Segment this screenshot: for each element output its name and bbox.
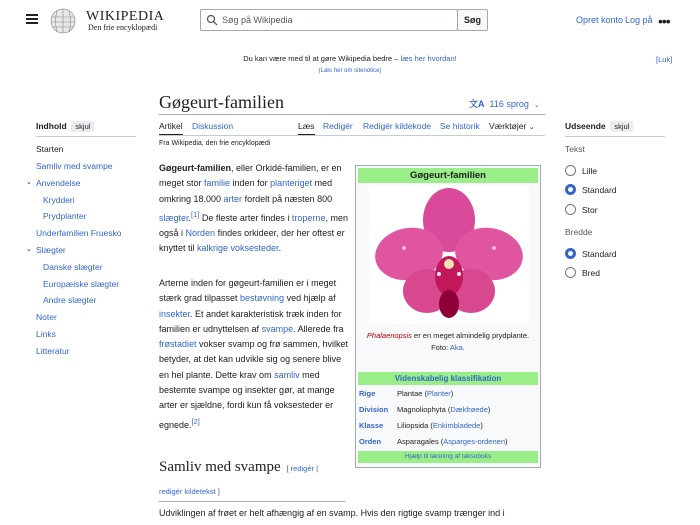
orchid-image[interactable] xyxy=(369,186,529,324)
login-link[interactable]: Log på xyxy=(625,15,653,25)
toc-item-anvendelse[interactable]: Anvendelse xyxy=(36,178,81,188)
tabs-divider xyxy=(159,135,545,136)
appearance-heading: Udseende skjul xyxy=(565,121,633,131)
section-heading: Samliv med svampe [ redigér | xyxy=(159,459,319,475)
tools-menu[interactable]: Værktøjer ⌄ xyxy=(489,121,535,131)
edit-section-link[interactable]: redigér xyxy=(290,464,315,473)
appearance-hide-button[interactable]: skjul xyxy=(610,121,633,132)
chevron-down-icon: ⌄ xyxy=(533,102,540,109)
tab-rediger[interactable]: Redigér xyxy=(323,121,353,131)
taxobox-help[interactable]: Hjælp til læsning af taksoboks xyxy=(358,451,538,463)
toc-item-slaegter[interactable]: Slægter xyxy=(36,245,66,255)
tab-artikel[interactable]: Artikel xyxy=(159,121,183,131)
taxobox-caption: Phalaenopsis er en meget almindelig prydplante. Foto: Aka. xyxy=(366,331,530,352)
toc-item-prydplanter[interactable]: Prydplanter xyxy=(43,211,87,221)
width-standard-label: Standard xyxy=(582,249,617,259)
title-divider xyxy=(159,114,545,115)
tab-laes[interactable]: Læs xyxy=(298,121,315,131)
taxo-row-division: Division Magnoliophyta (Dækfrøede) xyxy=(359,405,491,414)
taxo-row-rige: Rige Plantae (Planter) xyxy=(359,389,454,398)
create-account-link[interactable]: Opret konto xyxy=(576,15,624,25)
width-label: Bredde xyxy=(565,227,593,237)
appearance-divider xyxy=(565,136,665,137)
notice-sub-link[interactable]: (Læs her om sitenotice) xyxy=(318,68,382,74)
text-size-small-radio[interactable] xyxy=(565,165,576,176)
logo-wordmark[interactable]: WIKIPEDIA xyxy=(86,9,165,24)
width-standard-radio[interactable] xyxy=(565,248,576,259)
taxobox-title: Gøgeurt-familien xyxy=(358,168,538,183)
search-icon xyxy=(206,14,218,26)
toc-item-starten[interactable]: Starten xyxy=(36,144,64,154)
section-first-line: Udviklingen af frøet er helt afhængig af en svamp. Hvis den rigtige svamp trænger ind i xyxy=(159,508,505,518)
language-count: 116 sprog xyxy=(489,99,529,109)
notice-text: Du kan være med til at gøre Wikipedia bedre – xyxy=(243,54,399,63)
second-paragraph: Arterne inden for gøgeurt-familien er i meget stærk grad tilpasset bestøvning ved hjælp af insekter. Et andet karakteristisk træk inden for familien er udnyttelsen af svampe. Allerede fra frøstadiet vokser svamp og frø sammen, hvilket betyder, at det kan udvikle sig og senere blive en hel plante. Dette krav om samliv med bestemte svampe og insekter gør, at mange arter er sjældne, fordi kun få voksesteder er egnede.[2] xyxy=(159,278,349,430)
toc-divider xyxy=(36,136,136,137)
text-size-standard-radio[interactable] xyxy=(565,184,576,195)
width-wide-radio[interactable] xyxy=(565,267,576,278)
toc-item-links[interactable]: Links xyxy=(36,329,56,339)
text-size-standard-label: Standard xyxy=(582,185,617,195)
text-size-small-label: Lille xyxy=(582,166,598,176)
tab-diskussion[interactable]: Diskussion xyxy=(192,121,234,131)
intro-paragraph: Gøgeurt-familien, eller Orkidé-familien, er en meget stor familie inden for planteriget med omkring 18.000 arter fordelt på næsten 800 slægter.[1] De fleste arter findes i troperne, men også i Norden findes orkideer, der her oftest er knyttet til kalkrige voksesteder. xyxy=(159,163,348,254)
section-divider xyxy=(159,501,345,502)
toc-item-danske[interactable]: Danske slægter xyxy=(43,262,103,272)
text-size-label: Tekst xyxy=(565,144,585,154)
edit-source-section: redigér kildetekst ] xyxy=(159,487,220,496)
page-title: Gøgeurt-familien xyxy=(159,92,284,112)
toc-heading: Indhold skjul xyxy=(36,121,94,131)
toc-item-samliv[interactable]: Samliv med svampe xyxy=(36,161,113,171)
tagline: Fra Wikipedia, den frie encyklopædi xyxy=(159,140,271,147)
toc-item-litteratur[interactable]: Litteratur xyxy=(36,346,70,356)
toc-item-krydderi[interactable]: Krydderi xyxy=(43,195,75,205)
chevron-down-icon[interactable]: ⌄ xyxy=(26,179,32,186)
width-wide-label: Bred xyxy=(582,268,600,278)
search-placeholder: Søg på Wikipedia xyxy=(222,15,293,25)
taxo-row-orden: Orden Asparagales (Asparges-ordenen) xyxy=(359,437,508,446)
classification-header: Videnskabelig klassifikation xyxy=(358,372,538,385)
menu-icon[interactable] xyxy=(26,14,38,24)
chevron-down-icon: ⌄ xyxy=(528,124,535,131)
toc-item-europaeiske[interactable]: Europæiske slægter xyxy=(43,279,120,289)
language-button[interactable] xyxy=(469,97,540,110)
toc-item-andre[interactable]: Andre slægter xyxy=(43,295,97,305)
text-size-large-radio[interactable] xyxy=(565,204,576,215)
site-notice xyxy=(0,54,700,63)
translate-icon: 文A xyxy=(469,99,485,109)
toc-hide-button[interactable]: skjul xyxy=(71,121,94,132)
wikipedia-globe-logo[interactable] xyxy=(46,8,80,34)
notice-link[interactable]: læs her hvordan! xyxy=(400,54,457,63)
chevron-down-icon[interactable]: ⌄ xyxy=(26,246,32,253)
edit-source-link[interactable]: redigér kildetekst xyxy=(159,487,216,496)
text-size-large-label: Stor xyxy=(582,205,598,215)
search-button[interactable]: Søg xyxy=(457,9,488,31)
toc-item-fruesko[interactable]: Underfamilien Fruesko xyxy=(36,228,122,238)
ellipsis-icon[interactable]: ••• xyxy=(658,13,670,29)
toc-item-noter[interactable]: Noter xyxy=(36,312,57,322)
logo-tagline: Den frie encyklopædi xyxy=(88,23,158,32)
tab-rediger-kildekode[interactable]: Redigér kildekode xyxy=(363,121,432,131)
taxo-row-klasse: Klasse Liliopsida (Enkimbladede) xyxy=(359,421,483,430)
photo-credit-link[interactable]: Aka xyxy=(449,343,463,352)
tab-se-historik[interactable]: Se historik xyxy=(440,121,480,131)
close-notice-link[interactable]: [Luk] xyxy=(656,55,673,64)
